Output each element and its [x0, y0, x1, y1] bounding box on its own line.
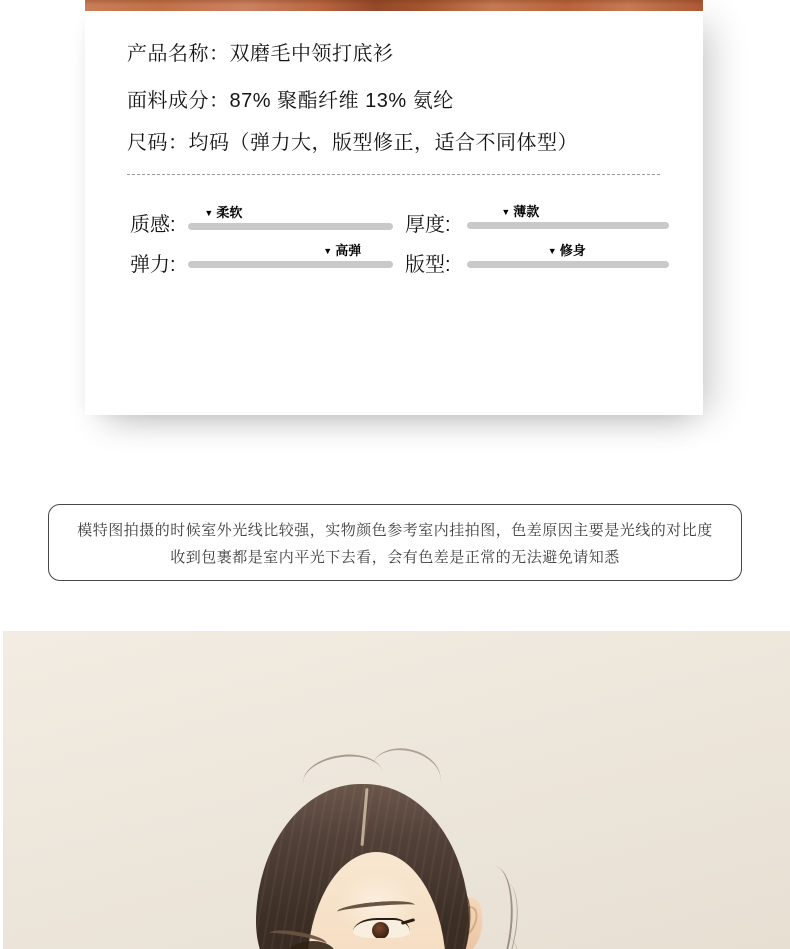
- size-line: 尺码：均码（弹力大，版型修正，适合不同体型）: [127, 132, 578, 154]
- model-photo: [3, 631, 790, 949]
- marker-label: 薄款: [513, 204, 540, 219]
- slider-track-fit: [467, 243, 669, 268]
- fabric-composition-line: 面料成分：87% 聚酯纤维 13% 氨纶: [127, 90, 454, 112]
- slider-label-thickness: 厚度:: [405, 214, 451, 236]
- slider-label-texture: 质感:: [130, 214, 176, 236]
- slider-marker-thickness: [501, 205, 539, 220]
- disclaimer-line-1: 模特图拍摄的时候室外光线比较强，实物颜色参考室内挂拍图，色差原因主要是光线的对比度: [77, 522, 713, 539]
- slider-marker-fit: [548, 244, 586, 259]
- marker-triangle-icon: ▼: [547, 246, 557, 256]
- dashed-divider: [127, 174, 660, 175]
- slider-marker-elasticity: [323, 244, 361, 259]
- model-iris: [372, 922, 389, 938]
- slider-label-fit: 版型:: [405, 254, 451, 276]
- slider-track-thickness: [467, 204, 669, 229]
- marker-triangle-icon: ▼: [323, 246, 333, 256]
- marker-label: 高弹: [335, 243, 362, 258]
- slider-track-elasticity: [188, 243, 393, 268]
- fabric-texture-image: [85, 0, 703, 11]
- product-info-card: [85, 0, 703, 415]
- disclaimer-line-2: 收到包裹都是室内平光下去看，会有色差是正常的无法避免请知悉: [170, 549, 620, 566]
- marker-triangle-icon: ▼: [501, 207, 511, 217]
- marker-label: 柔软: [216, 205, 243, 220]
- slider-label-elasticity: 弹力:: [130, 254, 176, 276]
- product-name-line: 产品名称：双磨毛中领打底衫: [127, 43, 394, 65]
- marker-label: 修身: [559, 243, 586, 258]
- slider-track-texture: [188, 205, 393, 230]
- disclaimer-box: [48, 504, 742, 581]
- slider-marker-texture: [204, 206, 242, 221]
- marker-triangle-icon: ▼: [204, 208, 214, 218]
